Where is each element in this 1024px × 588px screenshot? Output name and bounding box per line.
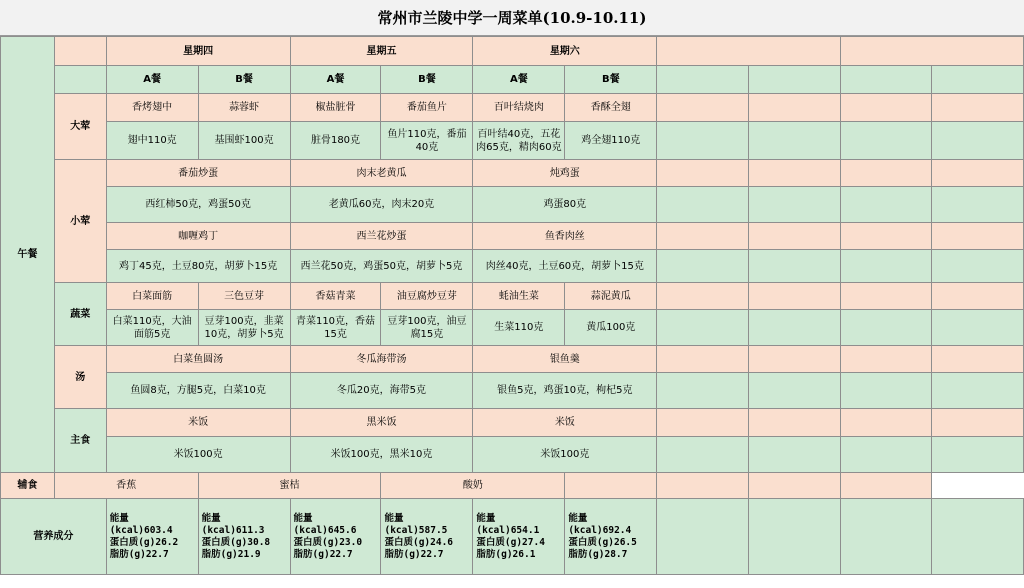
dish-name: 香酥全翅 xyxy=(565,94,657,122)
empty-cell xyxy=(840,66,932,94)
dish-amount: 豆芽100克，油豆腐15克 xyxy=(381,310,473,346)
dish-amount: 西兰花50克，鸡蛋50克，胡萝卜5克 xyxy=(290,250,473,283)
empty-cell xyxy=(565,473,657,499)
empty-cell xyxy=(840,223,932,250)
empty-cell xyxy=(748,94,840,122)
empty-cell xyxy=(657,283,749,310)
dish-name: 炖鸡蛋 xyxy=(473,160,657,187)
dish-name: 香菇青菜 xyxy=(290,283,381,310)
dish-amount: 基围虾100克 xyxy=(198,122,290,160)
empty-cell xyxy=(840,187,932,223)
small-amount-row xyxy=(1,250,1024,283)
meal-a-label: A餐 xyxy=(290,66,381,94)
empty-cell xyxy=(748,409,840,437)
dish-amount: 米饭100克 xyxy=(473,437,657,473)
dish-amount: 百叶结40克，五花肉65克，精肉60克 xyxy=(473,122,565,160)
empty-cell xyxy=(748,373,840,409)
dish-name: 香烤翅中 xyxy=(106,94,198,122)
dish-amount: 黄瓜100克 xyxy=(565,310,657,346)
empty-cell xyxy=(657,373,749,409)
dish-name: 百叶结烧肉 xyxy=(473,94,565,122)
empty-cell xyxy=(748,437,840,473)
dish-amount: 豆芽100克，韭菜10克，胡萝卜5克 xyxy=(198,310,290,346)
dish-name: 椒盐脏骨 xyxy=(290,94,381,122)
empty-cell xyxy=(932,94,1024,122)
meat-name-row xyxy=(1,94,1024,122)
dish-name: 西兰花炒蛋 xyxy=(290,223,473,250)
dish-amount: 鸡全翅110克 xyxy=(565,122,657,160)
empty-cell xyxy=(657,473,749,499)
empty-cell xyxy=(840,160,932,187)
dish-name: 蒜泥黄瓜 xyxy=(565,283,657,310)
nutrition-cell: 能量 (kcal)587.5 蛋白质(g)24.6 脂肪(g)22.7 xyxy=(381,499,473,575)
empty-cell xyxy=(840,499,932,575)
meal-a-label: A餐 xyxy=(473,66,565,94)
meal-a-label: A餐 xyxy=(106,66,198,94)
dish-name: 米饭 xyxy=(106,409,290,437)
menu-table xyxy=(0,36,1024,575)
empty-cell xyxy=(657,223,749,250)
empty-cell xyxy=(840,250,932,283)
category-staple: 主食 xyxy=(54,409,106,473)
dish-name: 蒜蓉虾 xyxy=(198,94,290,122)
empty-cell xyxy=(748,223,840,250)
soup-name-row xyxy=(1,346,1024,373)
empty-cell xyxy=(748,310,840,346)
empty-cell xyxy=(932,310,1024,346)
side-food: 香蕉 xyxy=(54,473,198,499)
dish-name: 黑米饭 xyxy=(290,409,473,437)
empty-cell xyxy=(932,122,1024,160)
nutrition-cell: 能量 (kcal)654.1 蛋白质(g)27.4 脂肪(g)26.1 xyxy=(473,499,565,575)
empty-cell xyxy=(932,437,1024,473)
side-row xyxy=(1,473,1024,499)
empty-cell xyxy=(840,409,932,437)
dish-amount: 米饭100克，黑米10克 xyxy=(290,437,473,473)
empty-cell xyxy=(657,122,749,160)
dish-amount: 鸡蛋80克 xyxy=(473,187,657,223)
small-amount-row xyxy=(1,187,1024,223)
page-title: 常州市兰陵中学一周菜单(10.9-10.11) xyxy=(0,0,1024,36)
empty-cell xyxy=(657,37,840,66)
dish-name: 鱼香肉丝 xyxy=(473,223,657,250)
meat-amount-row xyxy=(1,122,1024,160)
empty-cell xyxy=(748,250,840,283)
dish-name: 三色豆芽 xyxy=(198,283,290,310)
staple-amount-row xyxy=(1,437,1024,473)
dish-name: 番茄鱼片 xyxy=(381,94,473,122)
empty-cell xyxy=(748,187,840,223)
nutrition-cell: 能量 (kcal)603.4 蛋白质(g)26.2 脂肪(g)22.7 xyxy=(106,499,198,575)
dish-amount: 老黄瓜60克，肉末20克 xyxy=(290,187,473,223)
dish-name: 蚝油生菜 xyxy=(473,283,565,310)
dish-name: 咖喱鸡丁 xyxy=(106,223,290,250)
empty-cell xyxy=(748,66,840,94)
side-food: 酸奶 xyxy=(381,473,565,499)
empty-cell xyxy=(657,66,749,94)
empty-cell xyxy=(657,160,749,187)
empty-cell xyxy=(840,310,932,346)
day-header: 星期五 xyxy=(290,37,473,66)
empty-cell xyxy=(932,187,1024,223)
dish-name: 冬瓜海带汤 xyxy=(290,346,473,373)
day-header: 星期四 xyxy=(106,37,290,66)
empty-cell xyxy=(657,409,749,437)
day-header-row xyxy=(1,37,1024,66)
empty-cell xyxy=(657,437,749,473)
category-side: 辅食 xyxy=(1,473,55,499)
empty-cell xyxy=(932,250,1024,283)
nutrition-row xyxy=(1,499,1024,575)
empty-cell xyxy=(657,250,749,283)
empty-cell xyxy=(657,499,749,575)
empty-cell xyxy=(748,346,840,373)
empty-cell xyxy=(932,373,1024,409)
meal-b-label: B餐 xyxy=(565,66,657,94)
empty-cell xyxy=(748,160,840,187)
dish-name: 番茄炒蛋 xyxy=(106,160,290,187)
empty-cell xyxy=(932,223,1024,250)
empty-cell xyxy=(657,187,749,223)
empty-cell xyxy=(840,122,932,160)
dish-amount: 白菜110克，大油面筋5克 xyxy=(106,310,198,346)
small-name-row xyxy=(1,223,1024,250)
dish-amount: 西红柿50克，鸡蛋50克 xyxy=(106,187,290,223)
empty-cell xyxy=(840,437,932,473)
staple-name-row xyxy=(1,409,1024,437)
veg-amount-row xyxy=(1,310,1024,346)
empty-cell xyxy=(748,122,840,160)
empty-cell xyxy=(840,346,932,373)
category-soup: 汤 xyxy=(54,346,106,409)
empty-cell xyxy=(748,499,840,575)
meal-b-label: B餐 xyxy=(198,66,290,94)
dish-amount: 鸡丁45克，土豆80克，胡萝卜15克 xyxy=(106,250,290,283)
dish-name: 白菜鱼圆汤 xyxy=(106,346,290,373)
empty-cell xyxy=(840,37,1023,66)
dish-amount: 鱼片110克，番茄40克 xyxy=(381,122,473,160)
nutrition-label: 营养成分 xyxy=(1,499,107,575)
small-name-row xyxy=(1,160,1024,187)
dish-amount: 青菜110克，香菇15克 xyxy=(290,310,381,346)
veg-name-row xyxy=(1,283,1024,310)
empty-cell xyxy=(932,66,1024,94)
empty-cell xyxy=(932,409,1024,437)
category-meat: 大荤 xyxy=(54,94,106,160)
dish-name: 银鱼羹 xyxy=(473,346,657,373)
dish-amount: 鱼圆8克，方腿5克，白菜10克 xyxy=(106,373,290,409)
dish-amount: 翅中110克 xyxy=(106,122,198,160)
empty-cell xyxy=(840,94,932,122)
empty-cell xyxy=(657,310,749,346)
empty-cell xyxy=(932,346,1024,373)
empty-cell xyxy=(932,160,1024,187)
dish-amount: 生菜110克 xyxy=(473,310,565,346)
nutrition-cell: 能量 (kcal)645.6 蛋白质(g)23.0 脂肪(g)22.7 xyxy=(290,499,381,575)
category-small: 小荤 xyxy=(54,160,106,283)
nutrition-cell: 能量 (kcal)692.4 蛋白质(g)26.5 脂肪(g)28.7 xyxy=(565,499,657,575)
meal-label-row xyxy=(1,66,1024,94)
dish-name: 油豆腐炒豆芽 xyxy=(381,283,473,310)
empty-cell xyxy=(840,373,932,409)
empty-cell xyxy=(932,499,1024,575)
nutrition-cell: 能量 (kcal)611.3 蛋白质(g)30.8 脂肪(g)21.9 xyxy=(198,499,290,575)
meal-b-label: B餐 xyxy=(381,66,473,94)
category-veg: 蔬菜 xyxy=(54,283,106,346)
empty-cell xyxy=(840,283,932,310)
dish-name: 米饭 xyxy=(473,409,657,437)
soup-amount-row xyxy=(1,373,1024,409)
lunch-label: 午餐 xyxy=(1,37,55,473)
dish-name: 白菜面筋 xyxy=(106,283,198,310)
empty-cell xyxy=(657,346,749,373)
day-header: 星期六 xyxy=(473,37,657,66)
dish-amount: 米饭100克 xyxy=(106,437,290,473)
empty-cell xyxy=(748,283,840,310)
dish-amount: 银鱼5克，鸡蛋10克，枸杞5克 xyxy=(473,373,657,409)
side-food: 蜜桔 xyxy=(198,473,381,499)
dish-amount: 脏骨180克 xyxy=(290,122,381,160)
empty-cell xyxy=(840,473,932,499)
dish-amount: 肉丝40克，土豆60克，胡萝卜15克 xyxy=(473,250,657,283)
dish-amount: 冬瓜20克，海带5克 xyxy=(290,373,473,409)
empty-cell xyxy=(748,473,840,499)
corner-cell xyxy=(54,37,106,66)
empty-cell xyxy=(932,283,1024,310)
empty-cell xyxy=(657,94,749,122)
dish-name: 肉末老黄瓜 xyxy=(290,160,473,187)
corner-cell xyxy=(54,66,106,94)
